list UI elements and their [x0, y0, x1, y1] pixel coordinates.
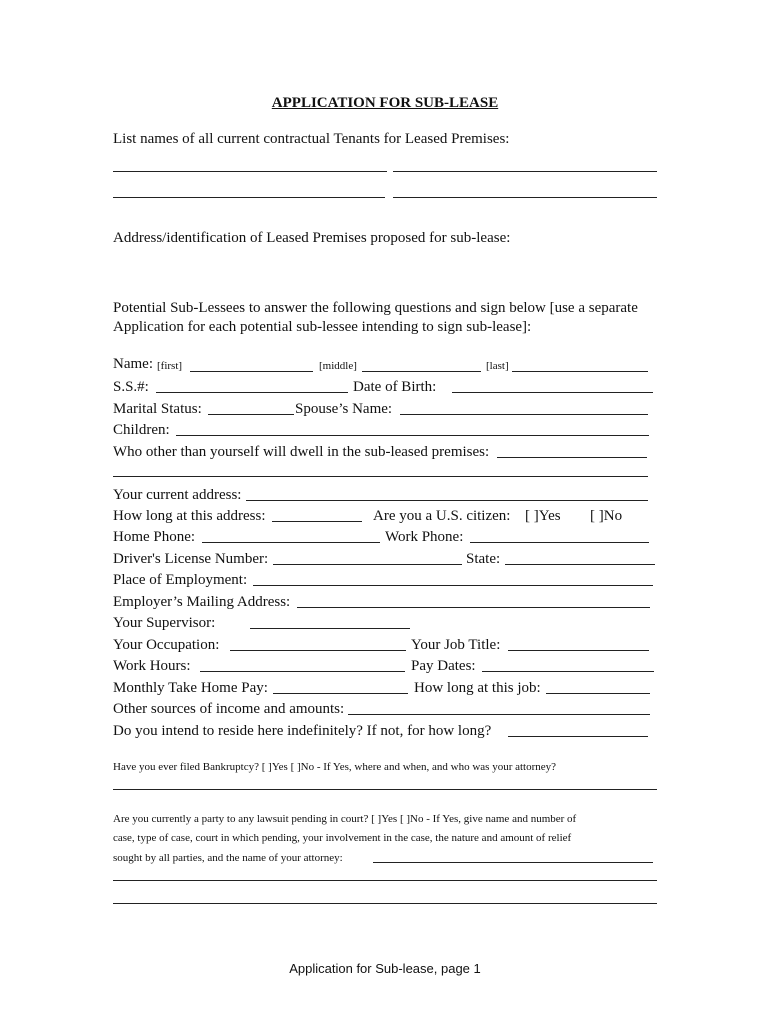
work-phone-field[interactable] — [470, 542, 649, 543]
occupation-label: Your Occupation: — [113, 637, 220, 653]
lawsuit-answer-field-2[interactable] — [113, 880, 657, 881]
citizen-label: Are you a U.S. citizen: — [373, 508, 511, 524]
other-residents-field[interactable] — [497, 457, 647, 458]
take-home-pay-label: Monthly Take Home Pay: — [113, 680, 268, 696]
dob-field[interactable] — [452, 392, 653, 393]
spouse-name-field[interactable] — [400, 414, 648, 415]
form-title: APPLICATION FOR SUB-LEASE — [271, 95, 499, 111]
tenant-name-field-3[interactable] — [113, 197, 385, 198]
tenant-name-field-2[interactable] — [393, 171, 657, 172]
lawsuit-answer-field-1[interactable] — [373, 862, 653, 863]
children-label: Children: — [113, 422, 170, 438]
pay-dates-label: Pay Dates: — [411, 658, 476, 674]
bankruptcy-answer-field[interactable] — [113, 789, 657, 790]
time-at-address-label: How long at this address: — [113, 508, 266, 524]
license-label: Driver's License Number: — [113, 551, 269, 567]
tenant-name-field-1[interactable] — [113, 171, 387, 172]
supervisor-label: Your Supervisor: — [113, 615, 216, 631]
employer-address-field[interactable] — [297, 607, 650, 608]
pay-dates-field[interactable] — [482, 671, 654, 672]
marital-status-field[interactable] — [208, 414, 294, 415]
state-field[interactable] — [505, 564, 655, 565]
citizen-yes-checkbox[interactable]: [ ]Yes — [525, 508, 561, 524]
other-residents-label: Who other than yourself will dwell in the sub-leased premises: — [113, 444, 490, 460]
home-phone-field[interactable] — [202, 542, 380, 543]
work-hours-label: Work Hours: — [113, 658, 191, 674]
employment-field[interactable] — [253, 585, 653, 586]
name-label: Name: — [113, 356, 153, 372]
first-name-hint: [first] — [157, 360, 183, 372]
time-at-address-field[interactable] — [272, 521, 362, 522]
other-residents-field-2[interactable] — [113, 476, 648, 477]
middle-name-field[interactable] — [362, 371, 481, 372]
address-label: Address/identification of Leased Premises proposed for sub-lease: — [113, 230, 511, 246]
marital-status-label: Marital Status: — [113, 401, 202, 417]
instructions-line-2: Application for each potential sub-lessee intending to sign sub-lease]: — [113, 319, 532, 335]
job-length-label: How long at this job: — [414, 680, 541, 696]
other-income-label: Other sources of income and amounts: — [113, 701, 345, 717]
job-title-label: Your Job Title: — [411, 637, 501, 653]
work-phone-label: Work Phone: — [385, 529, 464, 545]
ssn-label: S.S.#: — [113, 379, 149, 395]
job-length-field[interactable] — [546, 693, 650, 694]
current-address-label: Your current address: — [113, 487, 242, 503]
home-phone-label: Home Phone: — [113, 529, 196, 545]
lawsuit-answer-field-3[interactable] — [113, 903, 657, 904]
first-name-field[interactable] — [190, 371, 313, 372]
license-field[interactable] — [273, 564, 462, 565]
tenant-name-field-4[interactable] — [393, 197, 657, 198]
work-hours-field[interactable] — [200, 671, 405, 672]
occupation-field[interactable] — [230, 650, 406, 651]
children-field[interactable] — [176, 435, 649, 436]
take-home-pay-field[interactable] — [273, 693, 408, 694]
job-title-field[interactable] — [508, 650, 649, 651]
state-label: State: — [466, 551, 501, 567]
last-name-hint: [last] — [486, 360, 509, 372]
dob-label: Date of Birth: — [353, 379, 437, 395]
tenants-label: List names of all current contractual Tenants for Leased Premises: — [113, 131, 510, 147]
page-footer: Application for Sub-lease, page 1 — [289, 961, 481, 976]
last-name-field[interactable] — [512, 371, 648, 372]
other-income-field[interactable] — [348, 714, 650, 715]
spouse-name-label: Spouse’s Name: — [295, 401, 393, 417]
lawsuit-question-line-1: Are you currently a party to any lawsuit pending in court? [ ]Yes [ ]No - If Yes, give name and number of — [113, 813, 577, 825]
lawsuit-question-line-2: case, type of case, court in which pending, your involvement in the case, the nature and amount of relief — [113, 832, 572, 844]
bankruptcy-question: Have you ever filed Bankruptcy? [ ]Yes [ ]No - If Yes, where and when, and who was your attorney? — [113, 761, 557, 773]
reside-label: Do you intend to reside here indefinitely? If not, for how long? — [113, 723, 492, 739]
middle-name-hint: [middle] — [319, 360, 357, 372]
supervisor-field[interactable] — [250, 628, 410, 629]
current-address-field[interactable] — [246, 500, 648, 501]
reside-field[interactable] — [508, 736, 648, 737]
ssn-field[interactable] — [156, 392, 348, 393]
instructions-line-1: Potential Sub-Lessees to answer the following questions and sign below [use a separate — [113, 300, 638, 316]
employer-address-label: Employer’s Mailing Address: — [113, 594, 291, 610]
citizen-no-checkbox[interactable]: [ ]No — [590, 508, 623, 524]
employment-label: Place of Employment: — [113, 572, 248, 588]
lawsuit-question-line-3: sought by all parties, and the name of your attorney: — [113, 852, 343, 864]
